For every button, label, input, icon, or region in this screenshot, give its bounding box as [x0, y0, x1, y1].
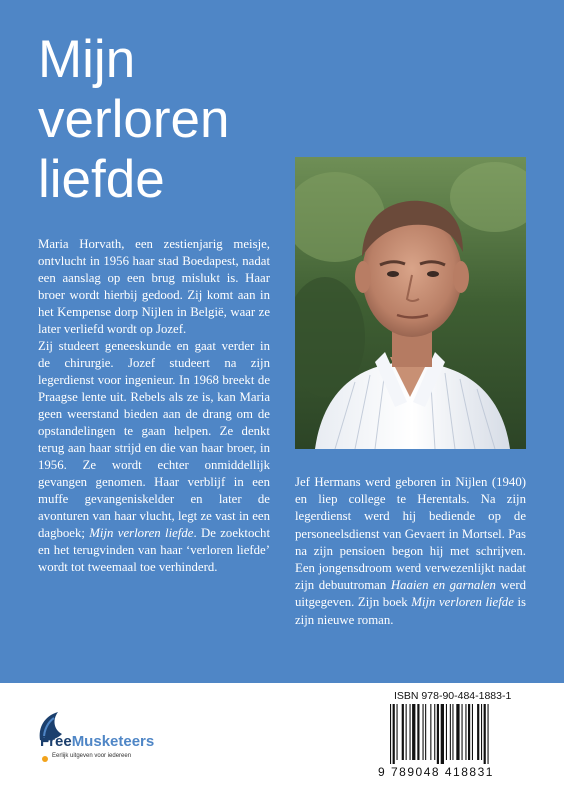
barcode-bar — [465, 704, 466, 760]
author-debut-title: Haaien en garnalen — [390, 578, 496, 593]
book-title-line-2: verloren — [38, 90, 230, 149]
barcode-bar — [446, 704, 447, 760]
publisher-tagline: Eerlijk uitgeven voor iedereen — [52, 753, 132, 759]
book-title — [38, 30, 278, 210]
publisher-name-free: Free — [40, 733, 72, 750]
barcode-bar — [437, 704, 439, 764]
barcode-bar — [441, 704, 444, 764]
synopsis-paragraph-2-end: . De zoektocht en het terugvinden van haar ‘verloren liefde’ wordt tot tweemaal toe verhinderd. — [38, 526, 271, 574]
barcode-bar — [406, 704, 407, 760]
barcode-bar — [450, 704, 451, 760]
barcode-bar — [430, 704, 431, 760]
book-title-line-3: liefde — [38, 150, 165, 209]
publisher-logo — [34, 702, 194, 772]
author-bio-part-3: is zijn nieuwe roman. — [295, 595, 526, 627]
barcode-bar — [425, 704, 426, 760]
isbn-barcode-area — [366, 690, 532, 784]
publisher-name — [40, 733, 154, 750]
barcode-bar — [488, 704, 489, 764]
publisher-dot-icon — [42, 756, 48, 762]
barcode-bar — [472, 704, 473, 760]
synopsis-text — [38, 236, 270, 576]
barcode-bar — [452, 704, 453, 760]
author-photo — [295, 157, 526, 449]
isbn-label: ISBN 978-90-484-1883-1 — [394, 690, 512, 702]
barcode-bar — [456, 704, 459, 760]
synopsis-book-title: Mijn verloren liefde — [89, 526, 194, 540]
author-biography — [295, 474, 526, 629]
barcode-bar — [434, 704, 435, 760]
barcode — [388, 704, 524, 764]
barcode-bar — [484, 704, 486, 764]
barcode-bar — [402, 704, 404, 760]
barcode-bar — [397, 704, 398, 760]
author-bio-part-2: werd uitgegeven. Zijn boek — [295, 578, 527, 610]
synopsis-paragraph-2-start: Zij studeert geneeskunde en gaat verder in de chirurgie. Jozef studeert na zijn legerdienst voor ingenieur. In 1968 breekt de Praagse lente uit. Rebels als ze is, kan Maria geen weerstand bieden aan de drang om de opstandelingen te gaan helpen. Ze denkt terug aan haar strijd en die van haar broer, in 1956. Ze wordt echter onmiddellijk gevangen genomen. Haar verblijf in een muffe gevangeniskelder en later de avonturen van haar vlucht, legt ze vast in een dagboek; — [38, 339, 270, 540]
barcode-bar — [417, 704, 419, 760]
barcode-bar — [393, 704, 395, 764]
isbn-digits: 9 789048 418831 — [378, 765, 494, 779]
synopsis-paragraph-1: Maria Horvath, een zestienjarig meisje, ontvlucht in 1956 haar stad Boedapest, nadat een aanslag op een brug mislukt is. Haar broer wordt hierbij gedood. Zij komt aan in het Kempense dorp Nijlen in België, waar ze later verliefd wordt op Jozef. — [38, 237, 270, 336]
barcode-bar — [423, 704, 424, 760]
author-book-title: Mijn verloren liefde — [411, 595, 514, 610]
barcode-bar — [468, 704, 470, 760]
barcode-bar — [477, 704, 479, 760]
barcode-bar — [462, 704, 463, 760]
barcode-bar — [412, 704, 415, 760]
synopsis-paragraph-2 — [38, 338, 270, 576]
book-title-line-1: Mijn — [38, 30, 136, 89]
publisher-name-musketeers: Musketeers — [71, 733, 155, 750]
barcode-bar — [410, 704, 411, 760]
author-bio-part-1: Jef Hermans werd geboren in Nijlen (1940) en liep college te Herentals. Na zijn legerdienst werd hij bediende op de personeelsdienst van Gevaert in Mortsel. Pas na zijn pensioen begon hij met schrijven. Een jongensdroom werd verwezenlijkt nadat zijn debuutroman — [295, 475, 526, 593]
barcode-bar — [481, 704, 482, 760]
barcode-bar — [390, 704, 391, 764]
